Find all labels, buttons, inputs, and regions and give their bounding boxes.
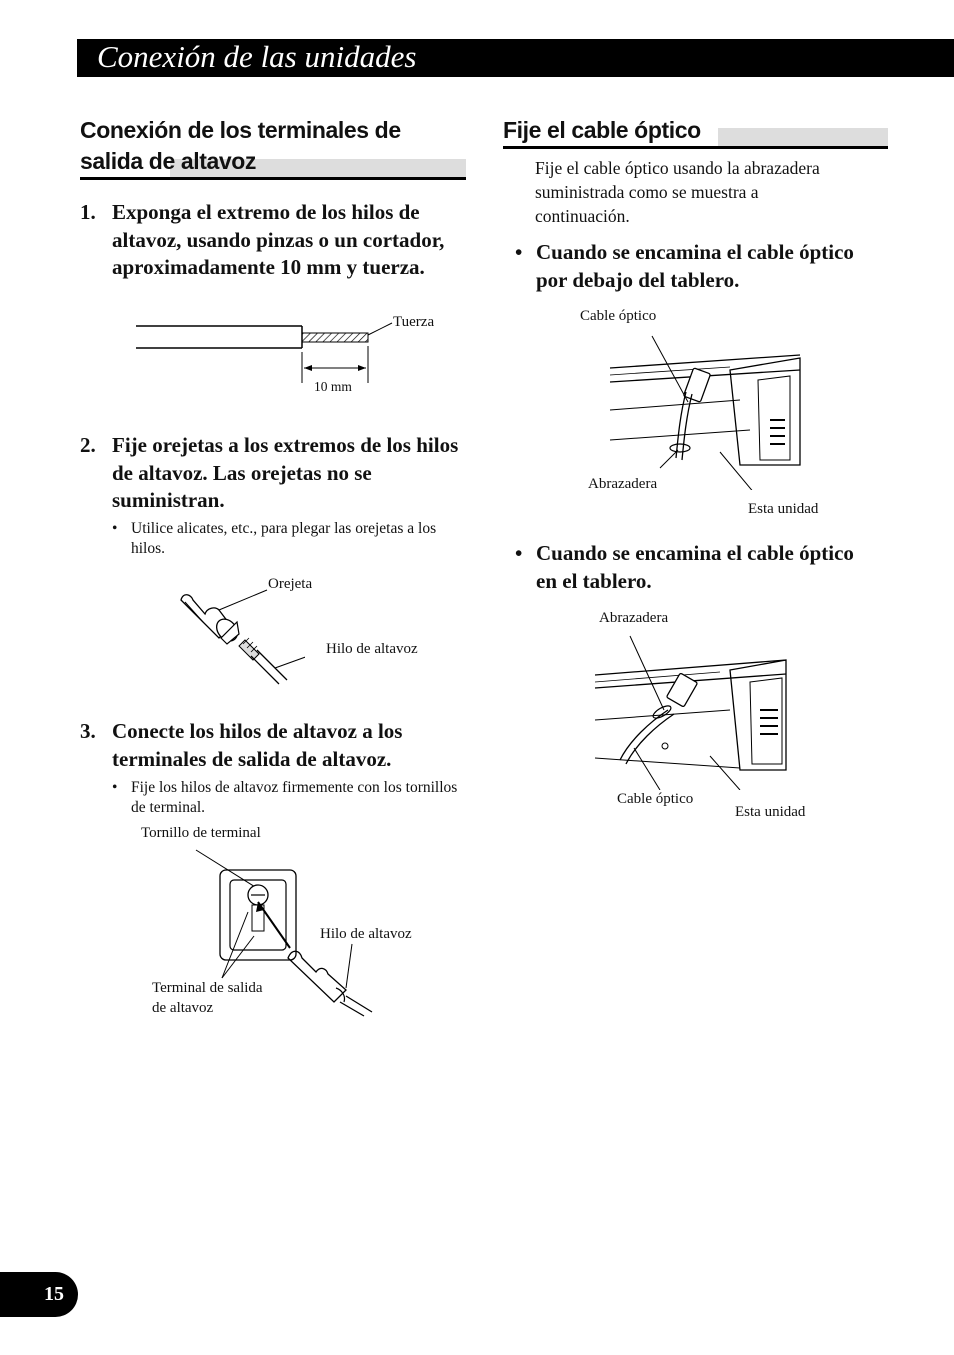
label-optical-cable-2: Cable óptico xyxy=(617,791,694,807)
label-length: 10 mm xyxy=(314,379,352,394)
optical-under-dash-figure xyxy=(600,330,810,490)
label-wire-terminal: Hilo de altavoz xyxy=(320,926,412,942)
label-terminal-line-1: Terminal de salida xyxy=(152,980,263,996)
label-screw: Tornillo de terminal xyxy=(141,825,261,841)
note-text: Fije los hilos de altavoz firmemente con los tornillos de terminal. xyxy=(131,779,458,816)
label-terminal-line-2: de altavoz xyxy=(152,1000,214,1016)
label-unit-2: Esta unidad xyxy=(735,804,806,820)
header-banner xyxy=(77,39,954,77)
label-twist: Tuerza xyxy=(393,314,435,330)
bullet: • xyxy=(112,520,118,537)
bullet: • xyxy=(112,779,118,796)
note-text: Utilice alicates, etc., para plegar las orejetas a los hilos. xyxy=(131,520,437,557)
step-number: 2. xyxy=(80,433,96,457)
step-text: Fije orejetas a los extremos de los hilos de altavoz. Las orejetas no se suministran. xyxy=(112,433,459,512)
label-clamp: Abrazadera xyxy=(588,476,658,492)
page-number: 15 xyxy=(44,1283,64,1305)
bullet: • xyxy=(515,541,523,565)
label-unit: Esta unidad xyxy=(748,501,819,517)
bullet-text: Cuando se encamina el cable óptico en el tablero. xyxy=(536,541,854,593)
step-text: Conecte los hilos de altavoz a los terminales de salida de altavoz. xyxy=(112,719,403,771)
label-wire: Hilo de altavoz xyxy=(326,641,418,657)
label-clamp-2: Abrazadera xyxy=(599,610,669,626)
heading-line-2: salida de altavoz xyxy=(80,148,256,174)
section-heading-speaker xyxy=(80,115,466,177)
step-number: 3. xyxy=(80,719,96,743)
page-number-tab xyxy=(0,1272,78,1317)
bullet: • xyxy=(515,240,523,264)
label-optical-cable: Cable óptico xyxy=(580,308,657,324)
right-column xyxy=(503,115,889,146)
intro-paragraph: Fije el cable óptico usando la abrazadera suministrada como se muestra a continuación. xyxy=(535,158,820,226)
page-title: Conexión de las unidades xyxy=(97,39,417,74)
heading-text: Fije el cable óptico xyxy=(503,117,701,143)
section-heading-optical xyxy=(503,115,888,146)
optical-on-dash-figure xyxy=(590,630,800,790)
label-lug: Orejeta xyxy=(268,576,313,592)
bullet-text: Cuando se encamina el cable óptico por debajo del tablero. xyxy=(536,240,854,292)
lug-figure xyxy=(175,588,305,688)
step-number: 1. xyxy=(80,200,96,224)
heading-line-1: Conexión de los terminales de xyxy=(80,117,401,143)
step-text: Exponga el extremo de los hilos de altavoz, usando pinzas o un cortador, aproximadamente 10 mm y tuerza. xyxy=(112,200,445,279)
left-column xyxy=(80,115,466,177)
